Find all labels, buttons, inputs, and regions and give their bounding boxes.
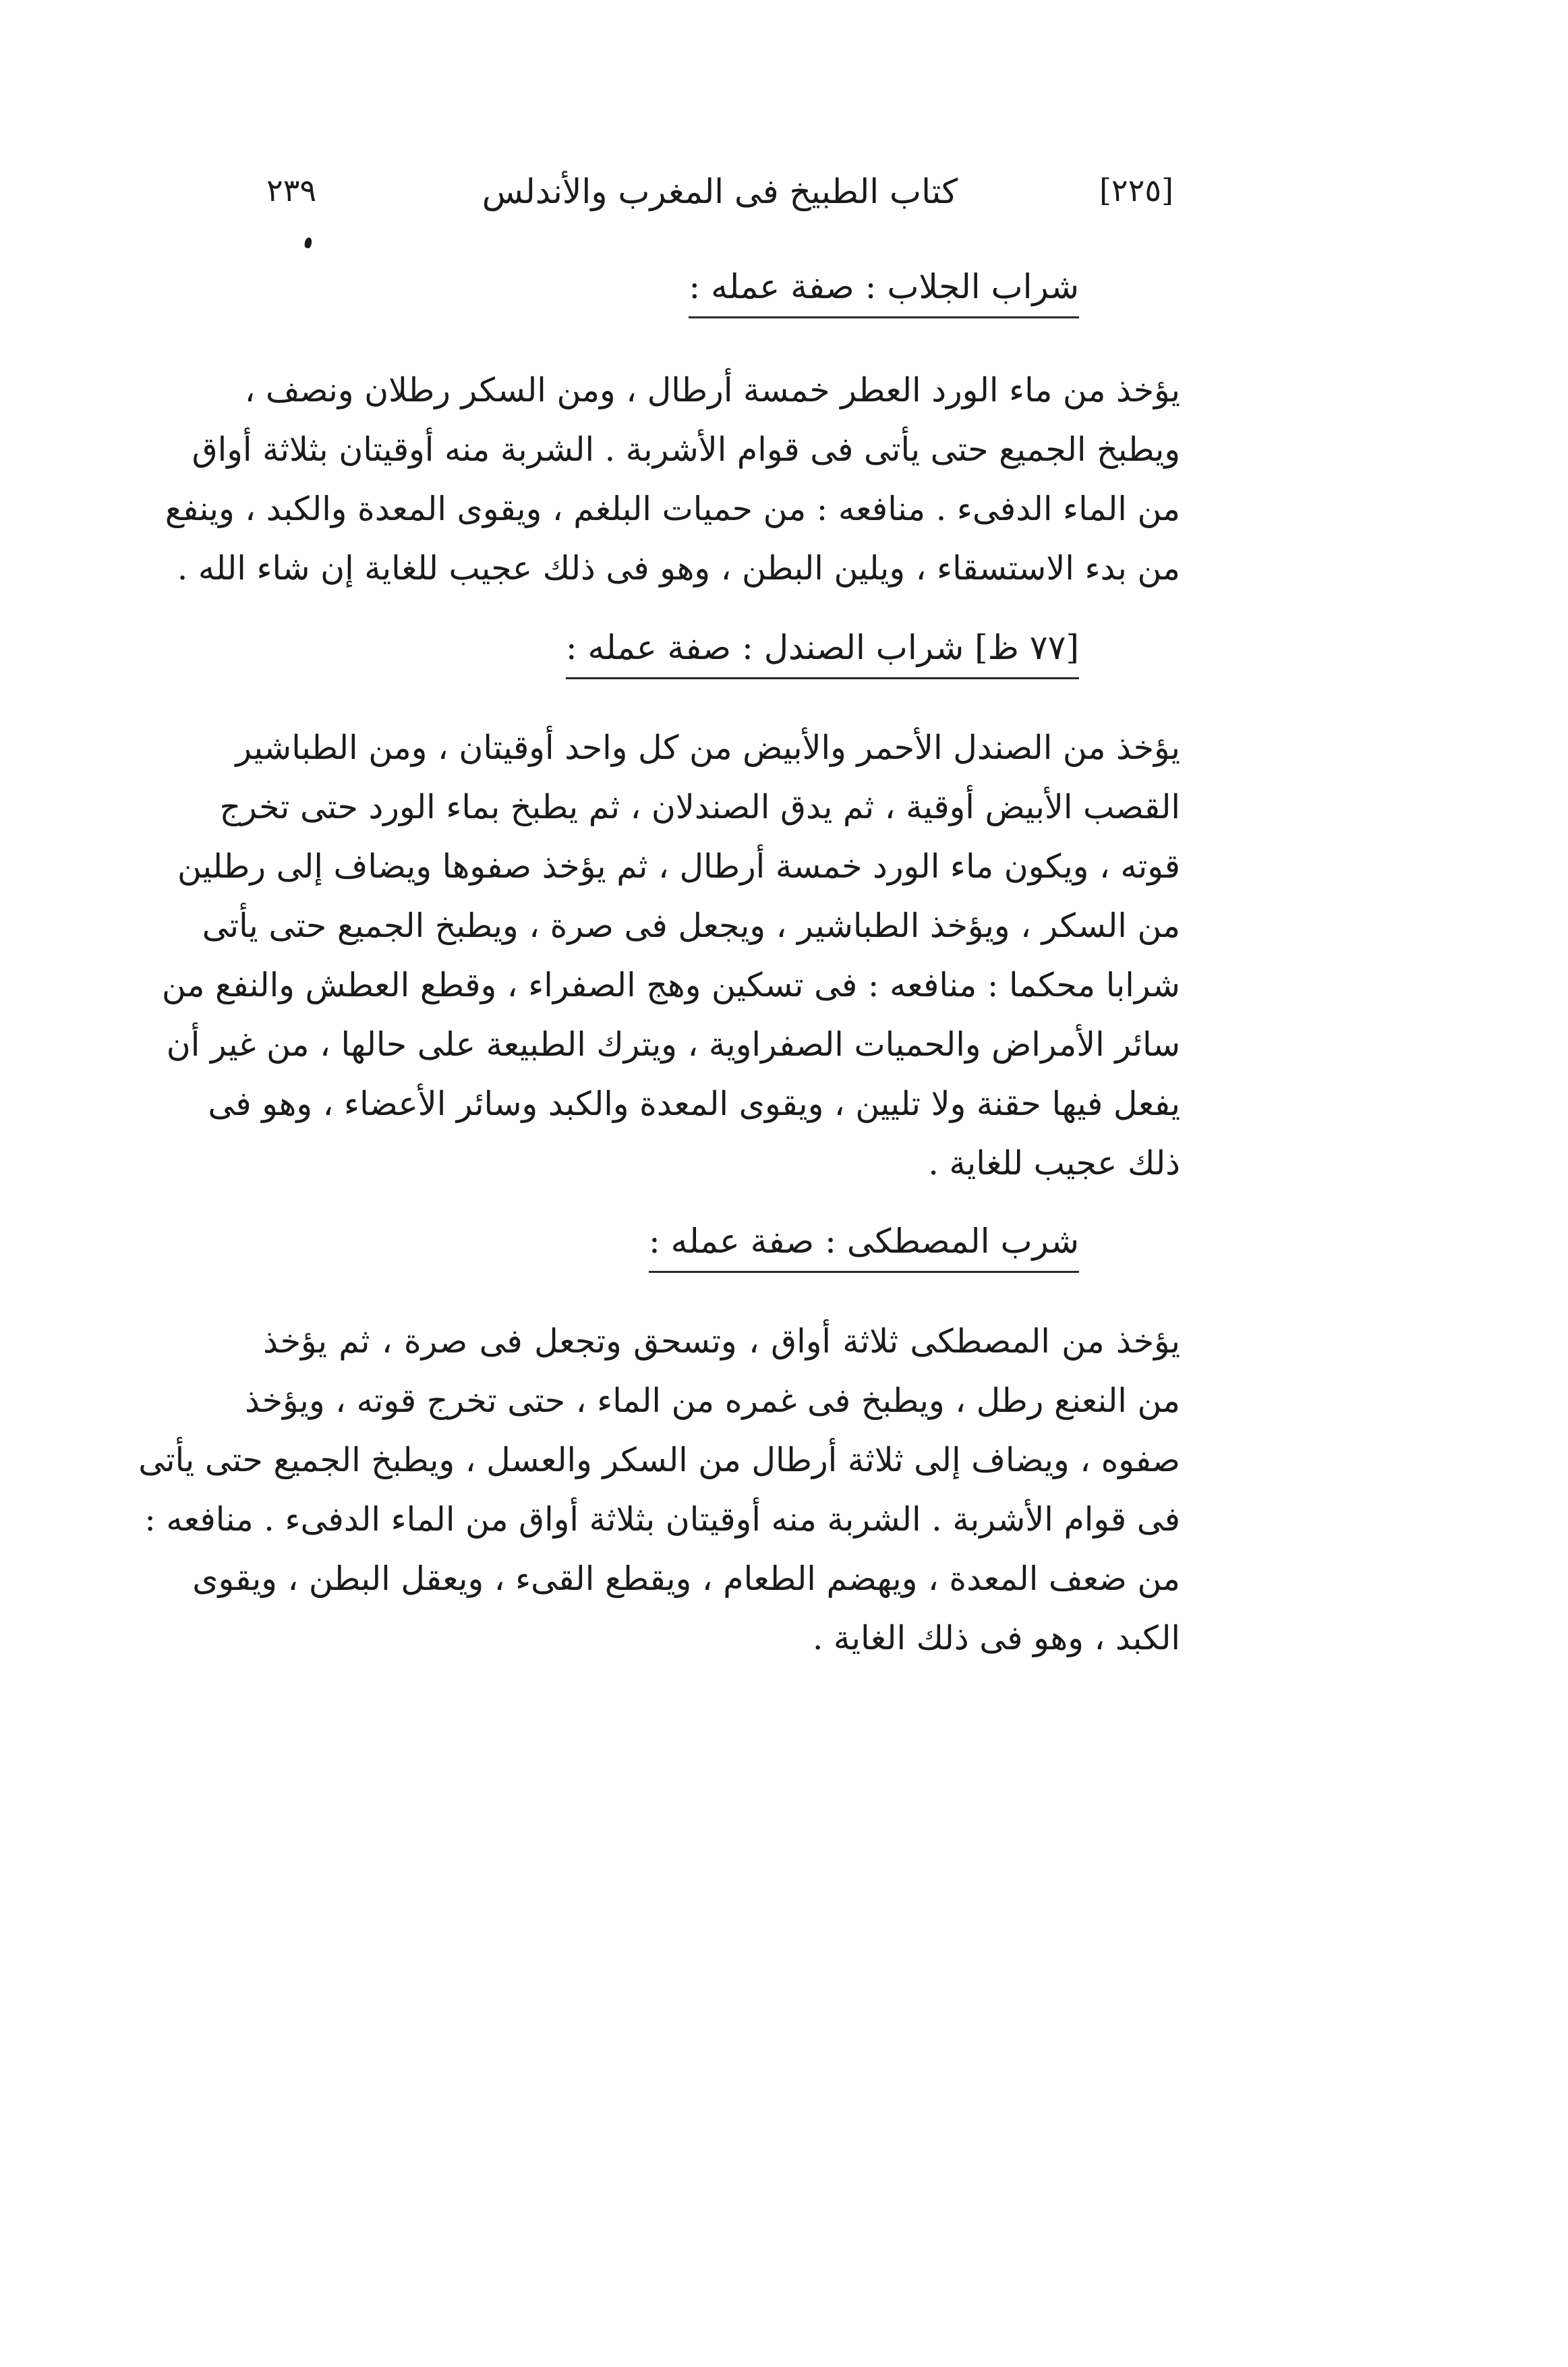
section-heading-sandal: [٧٧ ظ] شراب الصندل : صفة عمله : — [566, 627, 1079, 679]
section-heading-julab: شراب الجلاب : صفة عمله : — [689, 266, 1079, 318]
ink-mark — [303, 237, 312, 249]
paragraph-mastic — [138, 1312, 1180, 1668]
paragraph-sandal — [161, 718, 1180, 1193]
text-line: يفعل فيها حقنة ولا تليين ، ويقوى المعدة والكبد وسائر الأعضاء ، وهو فى — [208, 1085, 1180, 1123]
text-line: من بدء الاستسقاء ، ويلين البطن ، وهو فى ذلك عجيب للغاية إن شاء الله . — [177, 549, 1180, 588]
text-line: يؤخذ من المصطكى ثلاثة أواق ، وتسحق وتجعل فى صرة ، ثم يؤخذ — [263, 1322, 1180, 1361]
text-line: شرابا محكما : منافعه : فى تسكين وهج الصفراء ، وقطع العطش والنفع من — [161, 966, 1180, 1004]
text-line: الكبد ، وهو فى ذلك الغاية . — [812, 1619, 1180, 1657]
text-line: من الماء الدفىء . منافعه : من حميات البلغم ، ويقوى المعدة والكبد ، وينفع — [165, 490, 1180, 528]
text-line: ذلك عجيب للغاية . — [928, 1144, 1180, 1182]
text-line: القصب الأبيض أوقية ، ثم يدق الصندلان ، ثم يطبخ بماء الورد حتى تخرج — [219, 788, 1180, 826]
text-line: قوته ، ويكون ماء الورد خمسة أرطال ، ثم يؤخذ صفوها ويضاف إلى رطلين — [177, 847, 1180, 886]
section-heading-mastic: شرب المصطكى : صفة عمله : — [649, 1221, 1079, 1273]
text-line: فى قوام الأشربة . الشربة منه أوقيتان بثلاثة أواق من الماء الدفىء . منافعه : — [144, 1500, 1180, 1539]
paragraph-julab — [165, 361, 1180, 598]
text-line: سائر الأمراض والحميات الصفراوية ، ويترك الطبيعة على حالها ، من غير أن — [166, 1025, 1180, 1064]
text-line: يؤخذ من ماء الورد العطر خمسة أرطال ، ومن السكر رطلان ونصف ، — [244, 371, 1180, 409]
text-line: من ضعف المعدة ، ويهضم الطعام ، ويقطع القىء ، ويعقل البطن ، ويقوى — [192, 1560, 1180, 1598]
bracketed-page-number: [٢٢٥] — [1099, 172, 1173, 208]
text-line: صفوه ، ويضاف إلى ثلاثة أرطال من السكر والعسل ، ويطبخ الجميع حتى يأتى — [138, 1441, 1180, 1479]
running-header — [266, 172, 1173, 226]
text-line: ويطبخ الجميع حتى يأتى فى قوام الأشربة . الشربة منه أوقيتان بثلاثة أواق — [192, 430, 1180, 469]
text-line: يؤخذ من الصندل الأحمر والأبيض من كل واحد أوقيتان ، ومن الطباشير — [235, 729, 1180, 767]
folio-number: ٢٣٩ — [266, 172, 317, 208]
text-line: من النعنع رطل ، ويطبخ فى غمره من الماء ، حتى تخرج قوته ، ويؤخذ — [244, 1381, 1180, 1420]
text-line: من السكر ، ويؤخذ الطباشير ، ويجعل فى صرة ، ويطبخ الجميع حتى يأتى — [202, 907, 1180, 945]
running-title: كتاب الطبيخ فى المغرب والأندلس — [482, 172, 958, 211]
